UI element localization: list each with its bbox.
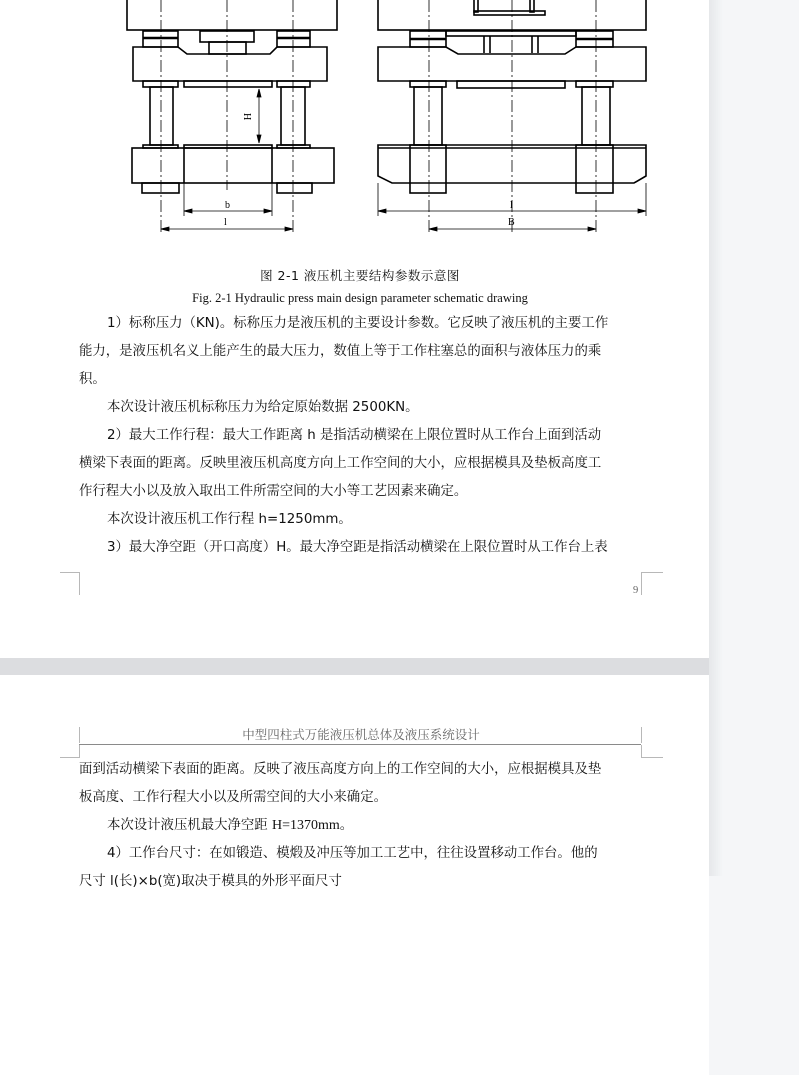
figure-caption-en: Fig. 2-1 Hydraulic press main design parameter schematic drawing bbox=[192, 291, 528, 305]
paragraph-max-stroke: 2）最大工作行程：最大工作距离 h 是指活动横梁在上限位置时从工作台上面到活动 横梁下表面的距离。反映里液压机高度方向上工作空间的大小，应根据模具及垫板高度工 作行程大小以及放入取出工件所需空间的大小等工艺因素来确定。 bbox=[79, 428, 602, 499]
dim-label-l-left: l bbox=[224, 217, 227, 228]
hydraulic-press-schematic bbox=[0, 0, 709, 250]
figure-caption-cn: 图 2-1 液压机主要结构参数示意图 bbox=[260, 268, 460, 283]
dim-label-B: B bbox=[508, 217, 515, 228]
paragraph-nominal-pressure: 1）标称压力（KN)。标称压力是液压机的主要设计参数。它反映了液压机的主要工作 能力，是液压机名义上能产生的最大压力，数值上等于工作柱塞总的面积与液体压力的乘 积。 bbox=[79, 316, 609, 387]
dim-label-b: b bbox=[225, 200, 230, 211]
side-panel bbox=[709, 0, 799, 876]
page-number: 9 bbox=[633, 585, 639, 596]
running-header: 中型四柱式万能液压机总体及液压系统设计 bbox=[242, 727, 480, 742]
margin-corner-top-left-mark bbox=[60, 745, 80, 758]
page-10 bbox=[0, 675, 709, 1075]
paragraph-daylight-continued: 面到活动横梁下表面的距离。反映了液压高度方向上的工作空间的大小，应根据模具及垫 板高度、工作行程大小以及所需空间的大小来确定。 bbox=[79, 762, 602, 805]
paragraph-nominal-pressure-value: 本次设计液压机标称压力为给定原始数据 2500KN。 bbox=[107, 400, 419, 415]
paragraph-daylight-value: 本次设计液压机最大净空距 H=1370mm。 bbox=[107, 818, 354, 833]
paragraph-max-daylight: 3）最大净空距（开口高度）H。最大净空距是指活动横梁在上限位置时从工作台上表 bbox=[107, 540, 608, 555]
dim-label-H: H bbox=[241, 113, 252, 121]
header-rule bbox=[79, 744, 641, 745]
margin-corner-bottom-right bbox=[641, 572, 663, 595]
dim-label-l-right: l bbox=[510, 200, 513, 211]
paragraph-stroke-value: 本次设计液压机工作行程 h=1250mm。 bbox=[107, 512, 352, 527]
margin-corner-bottom-left bbox=[60, 572, 80, 595]
paragraph-table-size: 4）工作台尺寸：在如锻造、模煅及冲压等加工工艺中，往往设置移动工作台。他的 尺寸 l(长)×b(宽)取决于模具的外形平面尺寸 bbox=[79, 846, 598, 889]
margin-corner-top-right-mark bbox=[641, 745, 663, 758]
